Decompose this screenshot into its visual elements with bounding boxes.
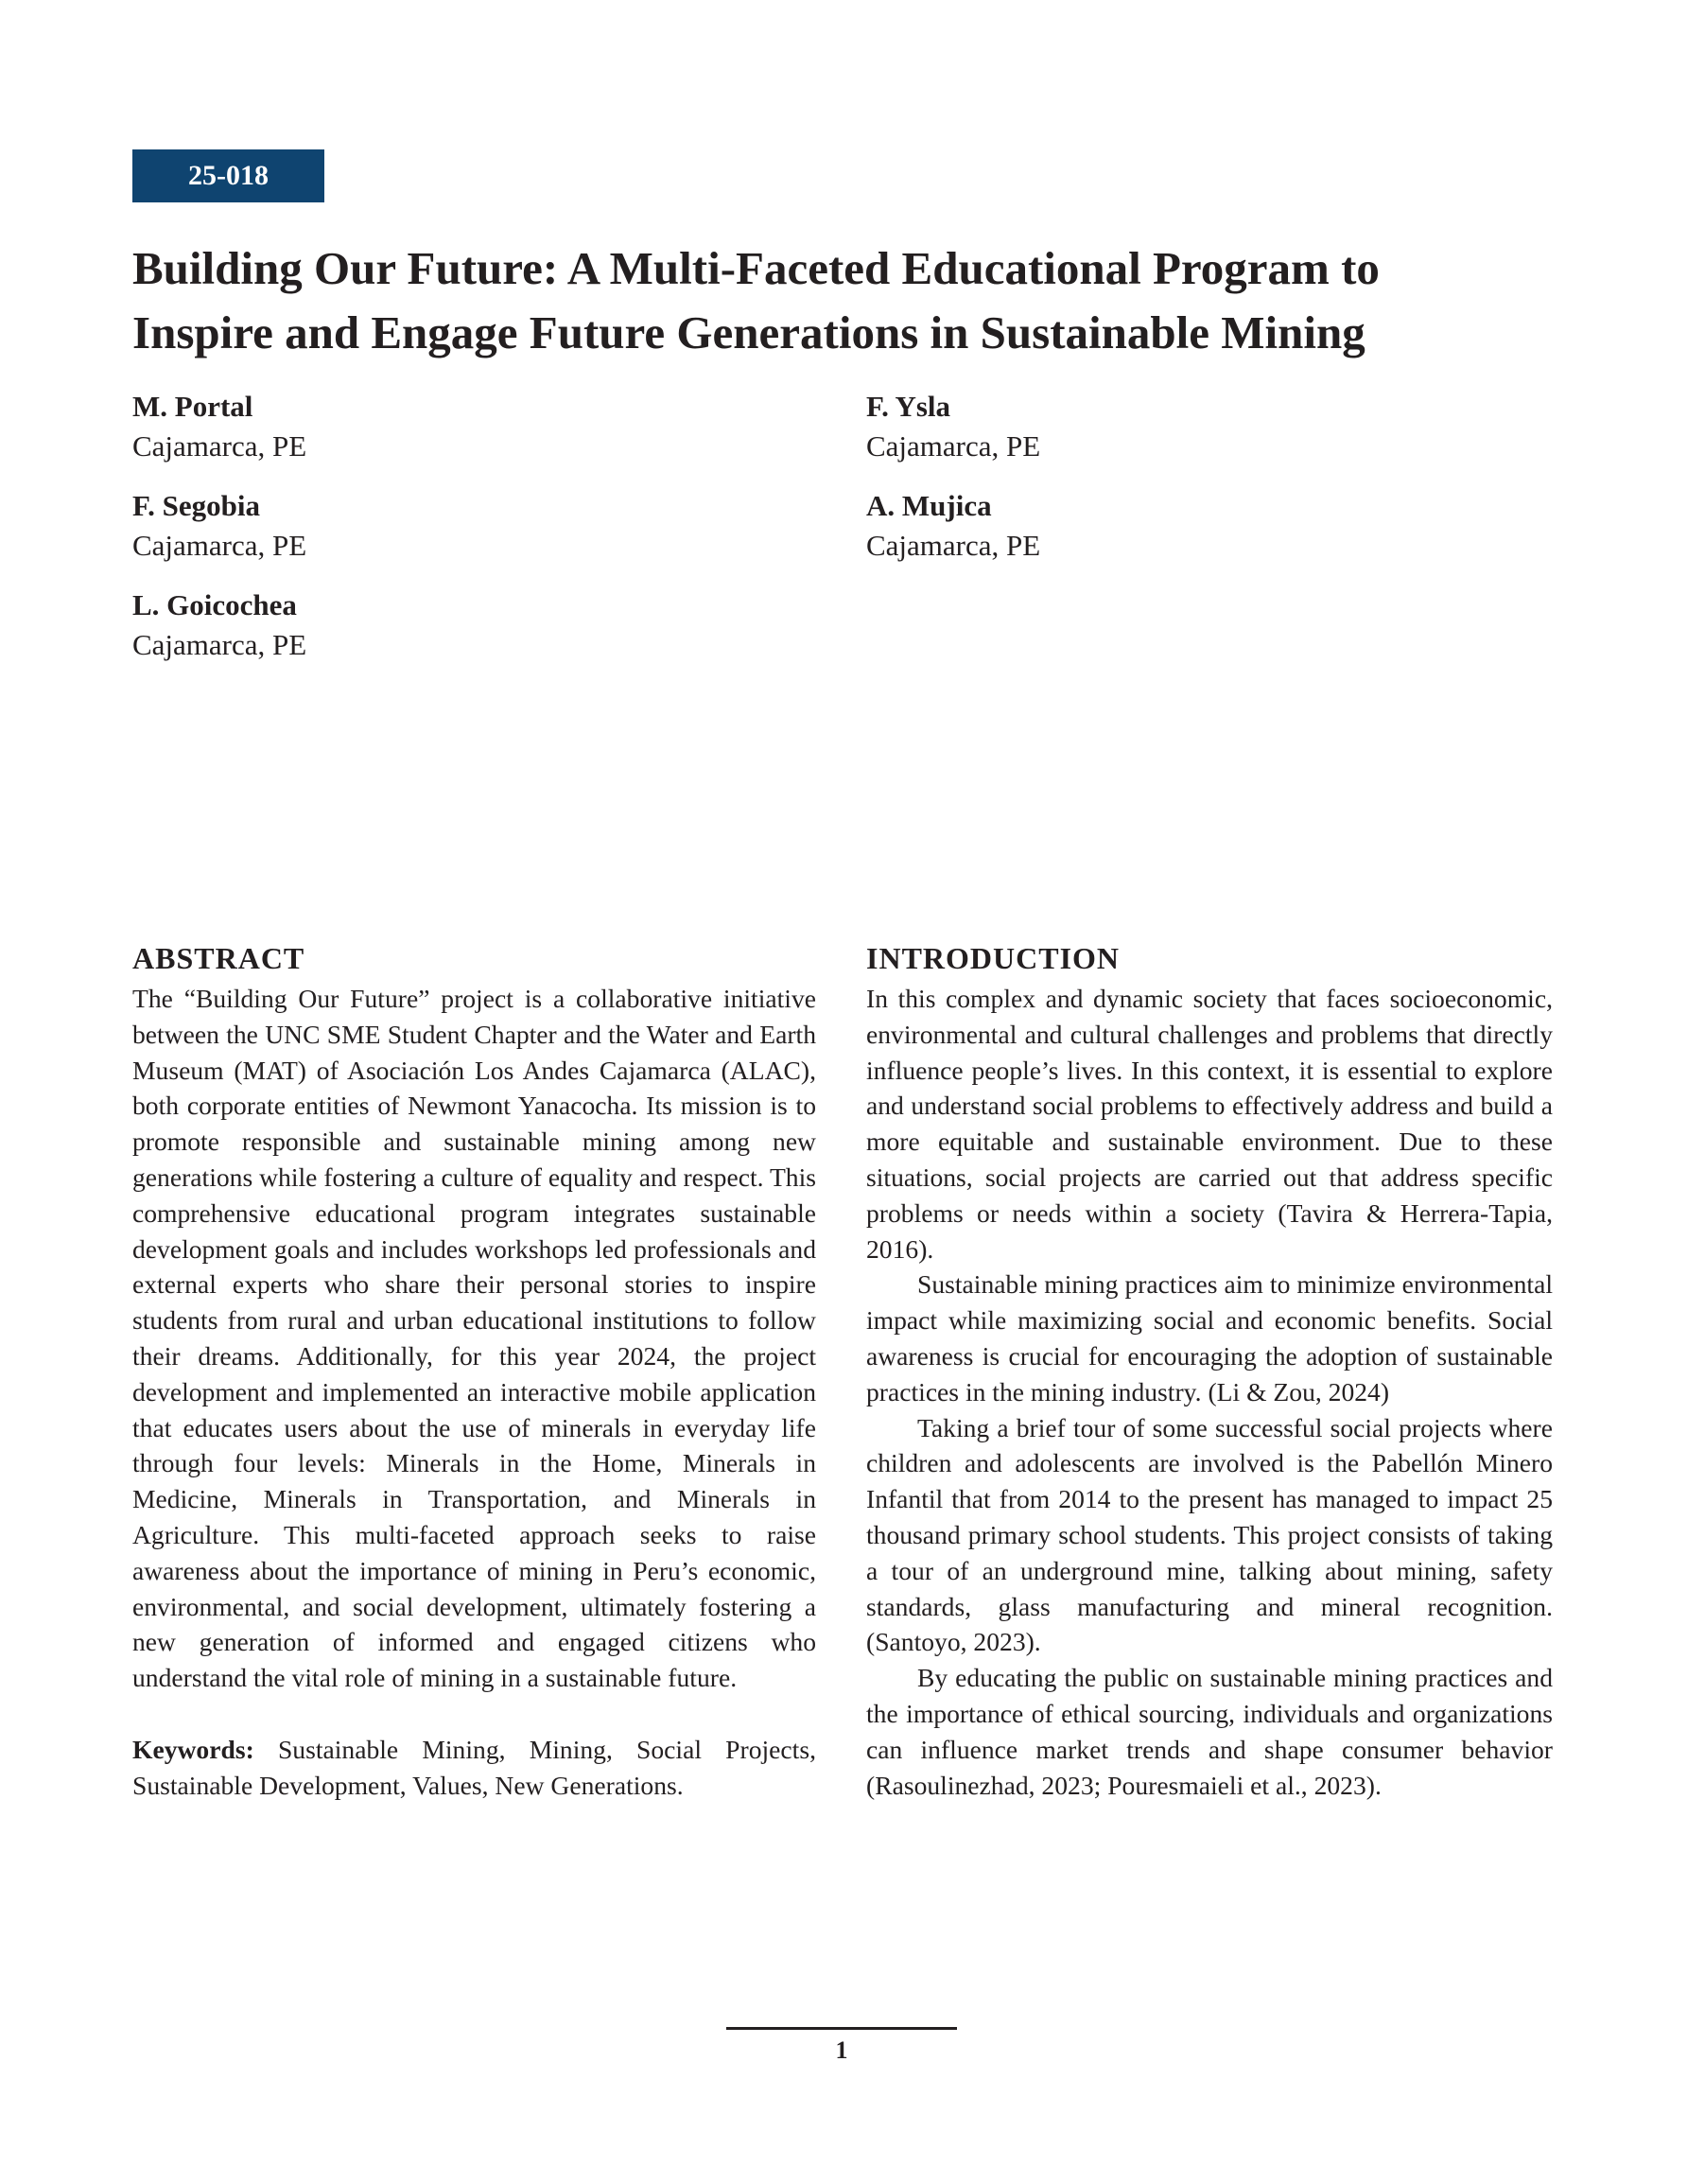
author-block	[866, 387, 1471, 466]
author-name: F. Segobia	[132, 489, 260, 522]
keywords-label: Keywords:	[132, 1734, 254, 1764]
author-name: M. Portal	[132, 390, 253, 423]
author-block	[132, 486, 738, 566]
abstract-text: The “Building Our Future” project is a collaborative initiative between the UNC SME Student Chapter and the Water and Earth Museum (MAT) of Asociación Los Andes Cajamarca (ALAC), both corporate entities of Newmont Yanacocha. Its mission is to promote responsible and sustainable mining among new generations while fostering a culture of equality and respect. This comprehensive educational program integrates sustainable development goals and includes workshops led professionals and external experts who share their personal stories to inspire students from rural and urban educational institutions to follow their dreams. Additionally, for this year 2024, the project development and implemented an interactive mobile application that educates users about the use of minerals in everyday life through four levels: Minerals in the Home, Minerals in Medicine, Minerals in Transportation, and Minerals in Agriculture. This multi-faceted approach seeks to raise awareness about the importance of mining in Peru’s economic, environmental, and social development, ultimately fostering a new generation of informed and engaged citizens who understand the vital role of mining in a sustainable future.	[132, 984, 816, 1693]
author-name: F. Ysla	[866, 390, 951, 423]
page-number: 1	[835, 2036, 848, 2064]
footer-divider	[726, 2027, 957, 2030]
paper-title	[132, 236, 1589, 365]
author-name: L. Goicochea	[132, 588, 297, 621]
keywords-list: Sustainable Mining, Mining, Social Projects, Sustainable Development, Values, New Generations.	[132, 1734, 816, 1800]
author-block	[132, 387, 738, 466]
abstract-section	[132, 939, 816, 1804]
introduction-heading: INTRODUCTION	[866, 941, 1121, 975]
author-name: A. Mujica	[866, 489, 992, 522]
author-block	[132, 585, 738, 665]
introduction-paragraph: By educating the public on sustainable mining practices and the importance of ethical sourcing, individuals and organizations can influence market trends and shape consumer behavior (Rasoulinezhad, 2023; Pouresmaieli et al., 2023).	[866, 1663, 1553, 1800]
author-affiliation: Cajamarca, PE	[132, 628, 307, 661]
keywords-paragraph	[132, 1732, 816, 1804]
paper-title-line: Building Our Future: A Multi-Faceted Educational Program to	[132, 242, 1380, 294]
author-affiliation: Cajamarca, PE	[866, 529, 1041, 562]
abstract-heading: ABSTRACT	[132, 941, 305, 975]
author-block	[866, 486, 1471, 566]
author-affiliation: Cajamarca, PE	[866, 429, 1041, 463]
introduction-paragraph: In this complex and dynamic society that faces socioeconomic, environmental and cultural challenges and problems that directly influence people’s lives. In this context, it is essential to explore and understand social problems to effectively address and build a more equitable and sustainable environment. Due to these situations, social projects are carried out that address specific problems or needs within a society (Tavira & Herrera-Tapia, 2016).	[866, 984, 1553, 1264]
introduction-section	[866, 939, 1553, 1803]
authors-left-column	[132, 387, 738, 685]
introduction-paragraph: Taking a brief tour of some successful social projects where children and adolescents are involved is the Pabellón Minero Infantil that from 2014 to the present has managed to impact 25 thousand primary school students. This project consists of taking a tour of an underground mine, talking about mining, safety standards, glass manufacturing and mineral recognition. (Santoyo, 2023).	[866, 1412, 1553, 1657]
paper-title-line: Inspire and Engage Future Generations in Sustainable Mining	[132, 306, 1365, 358]
introduction-paragraph: Sustainable mining practices aim to minimize environmental impact while maximizing social and economic benefits. Social awareness is crucial for encouraging the adoption of sustainable practices in the mining industry. (Li & Zou, 2024)	[866, 1269, 1553, 1406]
paper-id-badge: 25-018	[132, 149, 324, 202]
authors-right-column	[866, 387, 1471, 585]
author-affiliation: Cajamarca, PE	[132, 429, 307, 463]
author-affiliation: Cajamarca, PE	[132, 529, 307, 562]
